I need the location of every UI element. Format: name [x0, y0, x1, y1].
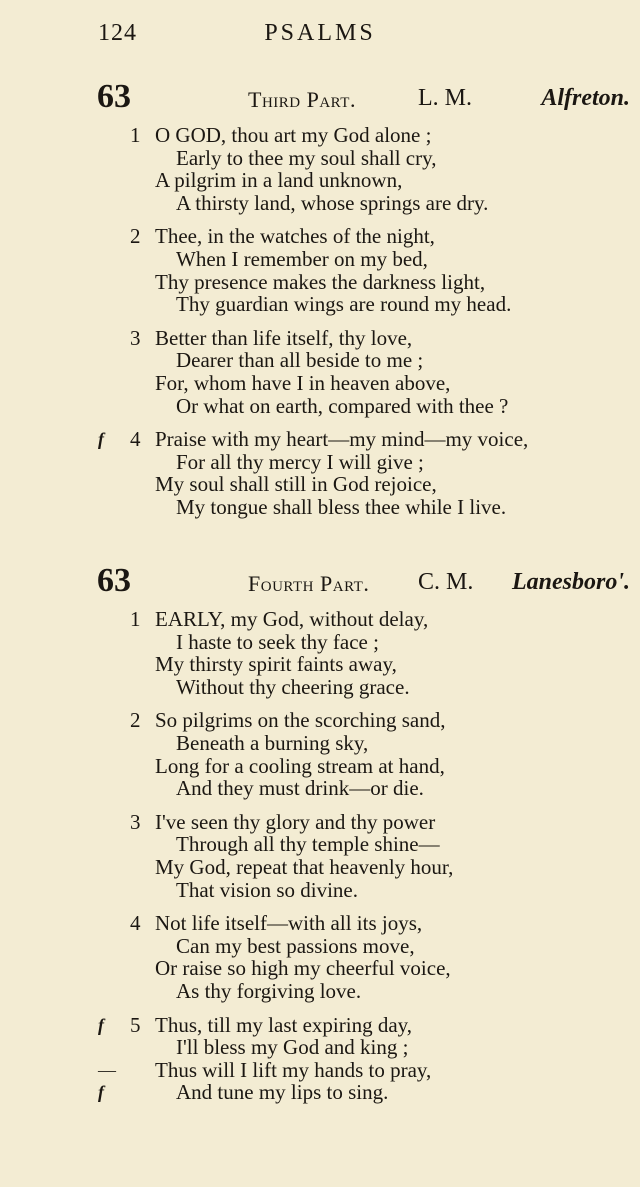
verse-line: Thy presence makes the darkness light,	[155, 269, 486, 294]
verse-line: So pilgrims on the scorching sand,	[155, 708, 446, 733]
stanza	[0, 327, 640, 417]
verse-number: 5	[130, 1012, 141, 1037]
verse-line: Better than life itself, thy love,	[155, 325, 413, 350]
stanza	[0, 709, 640, 799]
hymn-part: Third Part.	[248, 87, 356, 112]
verse-line: Thus will I lift my hands to pray,	[155, 1057, 432, 1082]
hymn-number: 63	[97, 562, 131, 599]
page-number: 124	[98, 20, 137, 46]
verse-line: EARLY, my God, without delay,	[155, 607, 429, 631]
hymn-heading	[0, 562, 640, 602]
dynamic-mark: f	[98, 1082, 104, 1103]
verse-line: That vision so divine.	[176, 877, 358, 902]
verse-number: 4	[130, 911, 141, 936]
verse-line: My God, repeat that heavenly hour,	[155, 854, 454, 879]
dynamic-mark: f	[98, 429, 104, 450]
verse-line: My tongue shall bless thee while I live.	[176, 494, 507, 519]
verse-number: 1	[130, 123, 141, 147]
verse-line: Dearer than all beside to me ;	[176, 348, 424, 373]
hymn-tune: Alfreton.	[541, 85, 630, 111]
verse-line: Thus, till my last expiring day,	[155, 1012, 413, 1037]
hymn-tune: Lanesboro'.	[511, 569, 630, 595]
verse-line: Not life itself—with all its joys,	[155, 911, 423, 936]
verse-number: 1	[130, 607, 141, 631]
verse-line: Long for a cooling stream at hand,	[155, 753, 445, 778]
hymn-part: Fourth Part.	[248, 571, 370, 596]
hymn-number: 63	[97, 78, 131, 115]
verse-line: My soul shall still in God rejoice,	[155, 472, 437, 497]
verse-line: Praise with my heart—my mind—my voice,	[155, 427, 529, 452]
running-head	[0, 20, 640, 52]
verse-line: And they must drink—or die.	[176, 776, 424, 801]
verse-line: Or what on earth, compared with thee ?	[176, 393, 509, 418]
hymn-heading	[0, 78, 640, 118]
verse-line: Thy guardian wings are round my head.	[176, 292, 512, 317]
verse-number: 3	[130, 809, 141, 834]
verse-line: O GOD, thou art my God alone ;	[155, 123, 432, 147]
hymn-meter: L. M.	[418, 85, 472, 111]
verse-line: Can my best passions move,	[176, 933, 415, 958]
verse-line: For, whom have I in heaven above,	[155, 370, 451, 395]
verse-line: A pilgrim in a land unknown,	[155, 168, 403, 193]
verse-number: 2	[130, 224, 141, 249]
stanza	[0, 912, 640, 1002]
stanza	[0, 225, 640, 315]
verse-line: Beneath a burning sky,	[176, 730, 369, 755]
verse-number: 4	[130, 427, 141, 452]
hymn-third-part	[0, 78, 640, 530]
verse-line: I'll bless my God and king ;	[176, 1035, 409, 1060]
verse-line: I've seen thy glory and thy power	[155, 809, 436, 834]
verse-line: I haste to seek thy face ;	[176, 629, 379, 654]
verse-line: When I remember on my bed,	[176, 246, 428, 271]
verse-number: 3	[130, 325, 141, 350]
verse-line: Without thy cheering grace.	[176, 674, 410, 699]
verse-line: Early to thee my soul shall cry,	[176, 145, 437, 170]
verse-line: For all thy mercy I will give ;	[176, 449, 424, 474]
hymn-fourth-part	[0, 562, 640, 1115]
verse-line: As thy forgiving love.	[176, 978, 362, 1003]
stanza	[0, 428, 640, 518]
verse-line: My thirsty spirit faints away,	[155, 652, 397, 677]
stanza	[0, 608, 640, 698]
verse-line: Thee, in the watches of the night,	[155, 224, 435, 249]
stanza	[0, 811, 640, 901]
verse-line: A thirsty land, whose springs are dry.	[176, 190, 489, 215]
hymn-meter: C. M.	[418, 569, 474, 595]
dynamic-mark: f	[98, 1014, 104, 1035]
verse-line: And tune my lips to sing.	[176, 1080, 389, 1105]
stanza	[0, 1014, 640, 1104]
verse-line: Or raise so high my cheerful voice,	[155, 956, 451, 981]
stanza	[0, 124, 640, 214]
running-title: PSALMS	[264, 20, 376, 46]
verse-line: Through all thy temple shine—	[176, 832, 440, 857]
dynamic-mark: —	[98, 1059, 116, 1080]
verse-number: 2	[130, 708, 141, 733]
